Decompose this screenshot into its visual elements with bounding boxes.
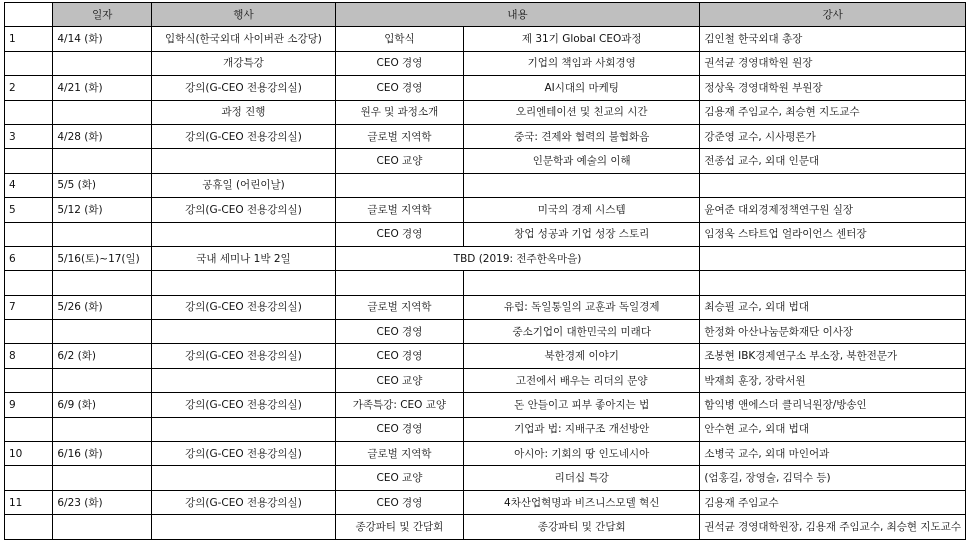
row-lecturer: (엄홍길, 장영술, 김덕수 등) <box>700 466 966 490</box>
row-category: 글로벌 지역학 <box>335 295 463 319</box>
table-row <box>5 393 966 417</box>
table-row <box>5 271 966 295</box>
row-event: 강의(G-CEO 전용강의실) <box>152 295 336 319</box>
row-category: CEO 경영 <box>335 76 463 100</box>
header-row <box>5 3 966 27</box>
row-category: CEO 경영 <box>335 222 463 246</box>
table-row <box>5 442 966 466</box>
row-lecturer: 한정화 아산나눔문화재단 이사장 <box>700 320 966 344</box>
table-row <box>5 417 966 441</box>
row-lecturer: 함익병 앤에스더 클리닉원장/방송인 <box>700 393 966 417</box>
row-topic: 돈 안들이고 피부 좋아지는 법 <box>464 393 700 417</box>
row-date <box>53 515 152 539</box>
row-lecturer <box>700 246 966 270</box>
row-date: 4/21 (화) <box>53 76 152 100</box>
row-date <box>53 222 152 246</box>
table-row <box>5 100 966 124</box>
row-number: 8 <box>5 344 53 368</box>
row-number: 11 <box>5 490 53 514</box>
row-lecturer: 소병국 교수, 외대 마인어과 <box>700 442 966 466</box>
row-lecturer: 임정욱 스타트업 얼라이언스 센터장 <box>700 222 966 246</box>
row-event <box>152 515 336 539</box>
row-event: 과정 진행 <box>152 100 336 124</box>
row-topic: 고전에서 배우는 리더의 문양 <box>464 368 700 392</box>
row-topic: 중국: 견제와 협력의 불협화음 <box>464 124 700 148</box>
row-number <box>5 466 53 490</box>
row-lecturer: 박재희 훈장, 장락서원 <box>700 368 966 392</box>
table-row <box>5 515 966 539</box>
table-row <box>5 51 966 75</box>
row-category: 글로벌 지역학 <box>335 442 463 466</box>
table-row <box>5 173 966 197</box>
row-date <box>53 51 152 75</box>
row-event <box>152 149 336 173</box>
row-event: 입학식(한국외대 사이버관 소강당) <box>152 27 336 51</box>
table-row <box>5 295 966 319</box>
row-event <box>152 466 336 490</box>
row-event: 강의(G-CEO 전용강의실) <box>152 76 336 100</box>
row-merged-content: TBD (2019: 전주한옥마을) <box>335 246 700 270</box>
row-lecturer: 강준영 교수, 시사평론가 <box>700 124 966 148</box>
row-date: 6/2 (화) <box>53 344 152 368</box>
table-row <box>5 368 966 392</box>
table-body <box>5 27 966 539</box>
table-row <box>5 344 966 368</box>
table-row <box>5 76 966 100</box>
header-content: 내용 <box>335 3 700 27</box>
row-lecturer: 권석균 경영대학원장, 김용재 주임교수, 최승현 지도교수 <box>700 515 966 539</box>
row-category: 글로벌 지역학 <box>335 198 463 222</box>
row-number: 6 <box>5 246 53 270</box>
row-date: 6/16 (화) <box>53 442 152 466</box>
row-number: 1 <box>5 27 53 51</box>
table-row <box>5 149 966 173</box>
row-lecturer: 김용재 주임교수, 최승현 지도교수 <box>700 100 966 124</box>
row-topic: 인문학과 예술의 이해 <box>464 149 700 173</box>
table-row <box>5 490 966 514</box>
row-number <box>5 320 53 344</box>
table-row <box>5 124 966 148</box>
row-lecturer: 김용재 주임교수 <box>700 490 966 514</box>
row-date <box>53 368 152 392</box>
row-topic: 종강파티 및 간담회 <box>464 515 700 539</box>
row-event: 강의(G-CEO 전용강의실) <box>152 442 336 466</box>
row-date: 4/14 (화) <box>53 27 152 51</box>
row-topic: 오리엔테이션 및 친교의 시간 <box>464 100 700 124</box>
header-lecturer: 강사 <box>700 3 966 27</box>
row-category <box>335 271 463 295</box>
row-lecturer: 김인철 한국외대 총장 <box>700 27 966 51</box>
row-category: CEO 경영 <box>335 320 463 344</box>
row-topic: 리더십 특강 <box>464 466 700 490</box>
row-date <box>53 417 152 441</box>
row-topic: 창업 성공과 기업 성장 스토리 <box>464 222 700 246</box>
row-category: CEO 경영 <box>335 417 463 441</box>
row-event: 개강특강 <box>152 51 336 75</box>
table-row <box>5 246 966 270</box>
row-number: 3 <box>5 124 53 148</box>
row-number: 9 <box>5 393 53 417</box>
row-number <box>5 368 53 392</box>
row-event <box>152 320 336 344</box>
schedule-sheet <box>4 2 966 540</box>
row-lecturer <box>700 173 966 197</box>
row-event: 국내 세미나 1박 2일 <box>152 246 336 270</box>
row-event <box>152 222 336 246</box>
row-event <box>152 368 336 392</box>
row-date <box>53 100 152 124</box>
row-number: 5 <box>5 198 53 222</box>
row-topic <box>464 173 700 197</box>
row-category: 종강파티 및 간담회 <box>335 515 463 539</box>
row-date: 5/12 (화) <box>53 198 152 222</box>
row-date <box>53 149 152 173</box>
row-topic: 중소기업이 대한민국의 미래다 <box>464 320 700 344</box>
row-lecturer: 권석균 경영대학원 원장 <box>700 51 966 75</box>
row-topic: 아시아: 기회의 땅 인도네시아 <box>464 442 700 466</box>
row-lecturer: 최승필 교수, 외대 법대 <box>700 295 966 319</box>
row-topic: 기업의 책임과 사회경영 <box>464 51 700 75</box>
row-date: 6/9 (화) <box>53 393 152 417</box>
row-event: 강의(G-CEO 전용강의실) <box>152 124 336 148</box>
row-number <box>5 417 53 441</box>
row-date <box>53 466 152 490</box>
row-lecturer: 정상욱 경영대학원 부원장 <box>700 76 966 100</box>
row-topic: AI시대의 마케팅 <box>464 76 700 100</box>
row-event: 강의(G-CEO 전용강의실) <box>152 393 336 417</box>
row-number <box>5 149 53 173</box>
row-event: 강의(G-CEO 전용강의실) <box>152 344 336 368</box>
row-topic: 미국의 경제 시스템 <box>464 198 700 222</box>
row-topic: 기업과 법: 지배구조 개선방안 <box>464 417 700 441</box>
row-topic: 제 31기 Global CEO과정 <box>464 27 700 51</box>
row-category: 글로벌 지역학 <box>335 124 463 148</box>
row-number <box>5 100 53 124</box>
row-category: 가족특강: CEO 교양 <box>335 393 463 417</box>
row-date <box>53 320 152 344</box>
row-event: 공휴일 (어린이날) <box>152 173 336 197</box>
row-date: 5/26 (화) <box>53 295 152 319</box>
row-date: 5/16(토)~17(일) <box>53 246 152 270</box>
row-topic: 북한경제 이야기 <box>464 344 700 368</box>
table-row <box>5 198 966 222</box>
header-index <box>5 3 53 27</box>
row-lecturer: 조봉현 IBK경제연구소 부소장, 북한전문가 <box>700 344 966 368</box>
table-row <box>5 222 966 246</box>
row-category: CEO 경영 <box>335 344 463 368</box>
row-event <box>152 417 336 441</box>
row-date: 5/5 (화) <box>53 173 152 197</box>
row-topic <box>464 271 700 295</box>
row-number <box>5 271 53 295</box>
table-row <box>5 466 966 490</box>
row-lecturer: 전종섭 교수, 외대 인문대 <box>700 149 966 173</box>
header-event: 행사 <box>152 3 336 27</box>
row-lecturer: 윤여준 대외경제정책연구원 실장 <box>700 198 966 222</box>
row-number <box>5 222 53 246</box>
row-number: 4 <box>5 173 53 197</box>
row-event: 강의(G-CEO 전용강의실) <box>152 198 336 222</box>
row-number: 2 <box>5 76 53 100</box>
row-category: CEO 경영 <box>335 51 463 75</box>
row-date: 4/28 (화) <box>53 124 152 148</box>
header-date: 일자 <box>53 3 152 27</box>
row-number: 10 <box>5 442 53 466</box>
row-date <box>53 271 152 295</box>
row-event: 강의(G-CEO 전용강의실) <box>152 490 336 514</box>
row-category: CEO 교양 <box>335 368 463 392</box>
row-number: 7 <box>5 295 53 319</box>
schedule-table <box>4 2 966 540</box>
row-date: 6/23 (화) <box>53 490 152 514</box>
row-lecturer <box>700 271 966 295</box>
row-category <box>335 173 463 197</box>
row-category: CEO 교양 <box>335 149 463 173</box>
row-category: CEO 교양 <box>335 466 463 490</box>
row-topic: 유럽: 독일통일의 교훈과 독일경제 <box>464 295 700 319</box>
row-event <box>152 271 336 295</box>
row-category: CEO 경영 <box>335 490 463 514</box>
row-number <box>5 515 53 539</box>
row-lecturer: 안수현 교수, 외대 법대 <box>700 417 966 441</box>
table-row <box>5 27 966 51</box>
row-topic: 4차산업혁명과 비즈니스모델 혁신 <box>464 490 700 514</box>
table-row <box>5 320 966 344</box>
row-category: 입학식 <box>335 27 463 51</box>
row-number <box>5 51 53 75</box>
row-category: 원우 및 과정소개 <box>335 100 463 124</box>
